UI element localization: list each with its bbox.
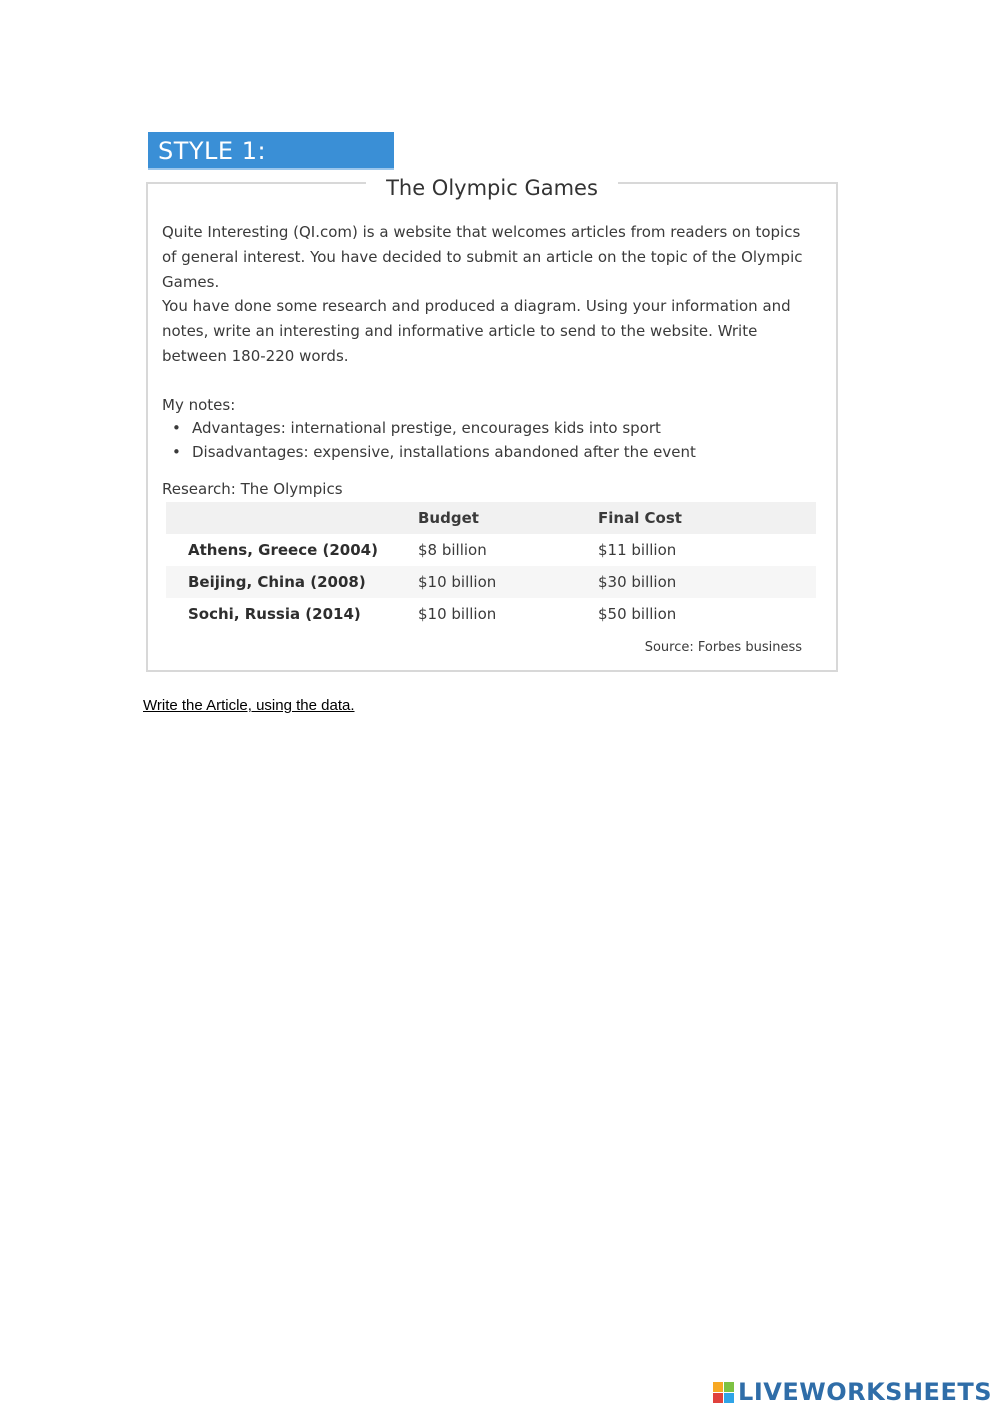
table-header-budget: Budget [418, 509, 479, 527]
notes-heading: My notes: [162, 396, 236, 414]
task-paragraph-instructions: You have done some research and produced a diagram. Using your information and notes, write an interesting and informative article to send to the website. Write between 180-220 words. [162, 297, 791, 365]
brand-name: LIVEWORKSHEETS [738, 1378, 992, 1406]
section-banner: STYLE 1: [148, 132, 394, 170]
table-cell-budget: $8 billion [418, 541, 487, 559]
list-item [170, 440, 696, 464]
table-header-final-cost: Final Cost [598, 509, 682, 527]
research-table [166, 502, 816, 630]
task-title: The Olympic Games [366, 176, 618, 200]
bullet-icon: • [172, 419, 181, 437]
table-row [166, 598, 816, 630]
table-header-city [166, 502, 418, 534]
table-cell-city: Sochi, Russia (2014) [188, 605, 361, 623]
table-header-row [166, 502, 816, 534]
source-note: Source: Forbes business [644, 640, 802, 655]
task-box [146, 176, 838, 672]
banner-underline [148, 168, 394, 170]
liveworksheets-logo-icon [713, 1382, 734, 1403]
table-cell-final-cost: $30 billion [598, 573, 677, 591]
table-cell-city: Beijing, China (2008) [188, 573, 366, 591]
table-cell-budget: $10 billion [418, 573, 497, 591]
notes-list [170, 416, 696, 464]
list-item [170, 416, 696, 440]
task-paragraph-intro: Quite Interesting (QI.com) is a website that welcomes articles from readers on topics of general interest. You have decided to submit an article on the topic of the Olympic Games. [162, 223, 803, 291]
table-cell-final-cost: $50 billion [598, 605, 677, 623]
table-cell-budget: $10 billion [418, 605, 497, 623]
table-cell-final-cost: $11 billion [598, 541, 677, 559]
table-row [166, 566, 816, 598]
note-text: Disadvantages: expensive, installations abandoned after the event [192, 443, 696, 461]
article-instruction: Write the Article, using the data. [143, 697, 355, 714]
brand-footer [713, 1378, 992, 1406]
bullet-icon: • [172, 443, 181, 461]
table-cell-city: Athens, Greece (2004) [188, 541, 378, 559]
research-heading: Research: The Olympics [162, 480, 343, 498]
task-title-wrapper [148, 176, 836, 208]
table-row [166, 534, 816, 566]
note-text: Advantages: international prestige, encourages kids into sport [192, 419, 661, 437]
